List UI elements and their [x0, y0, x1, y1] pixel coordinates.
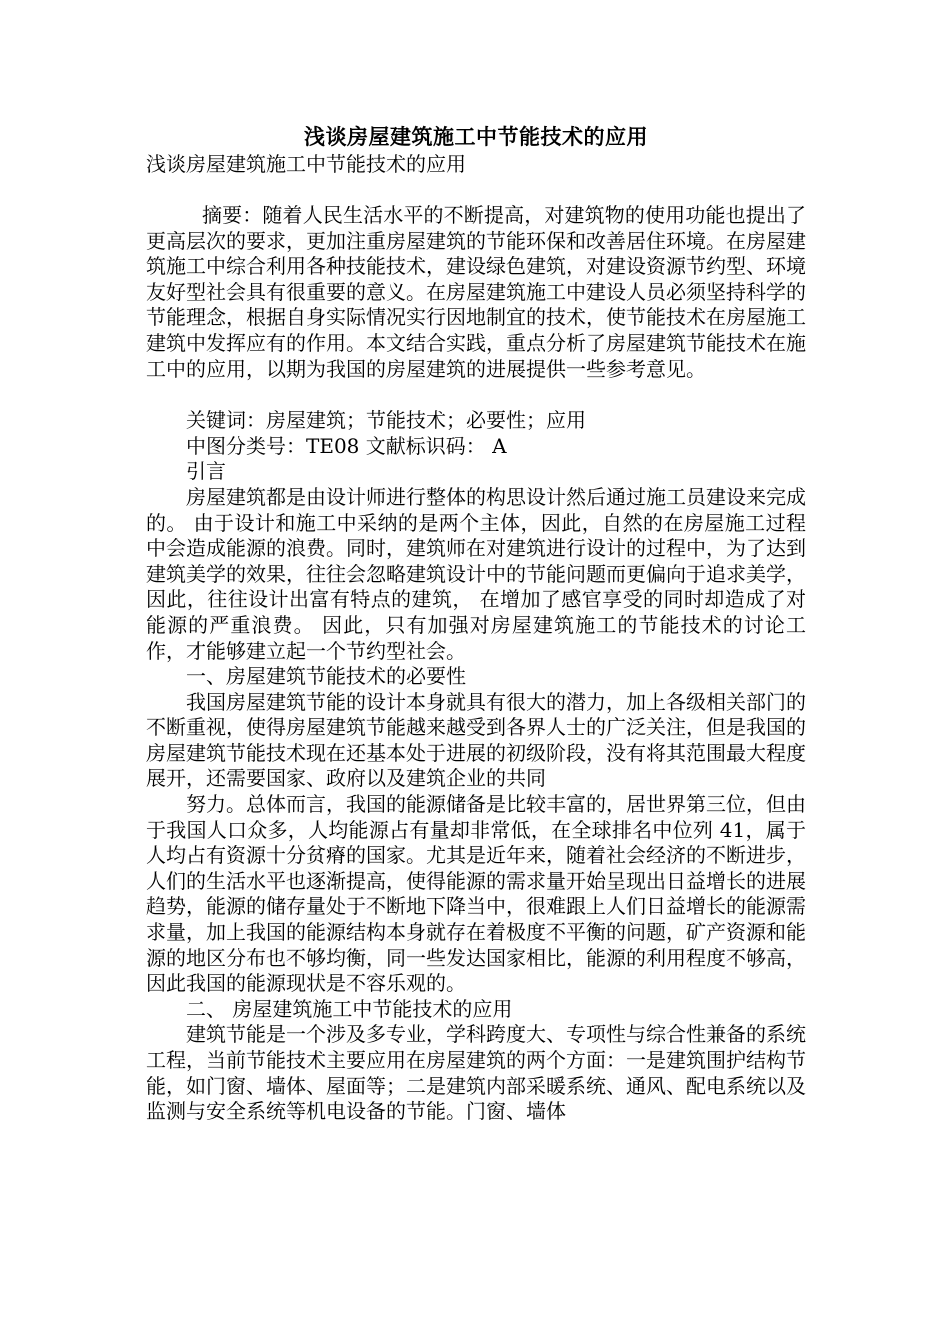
keywords-line: 关键词：房屋建筑；节能技术；必要性；应用 — [186, 408, 586, 433]
section-1-paragraph-1: 我国房屋建筑节能的设计本身就具有很大的潜力，加上各级相关部门的不断重视，使得房屋建筑节能越来越受到各界人士的广泛关注，但是我国的房屋建筑节能技术现在还基本处于进展的初级阶段，没有将其范围最大程度展开，还需要国家、政府以及建筑企业的共同 — [146, 689, 806, 791]
spacer — [146, 382, 806, 408]
document-subtitle: 浅谈房屋建筑施工中节能技术的应用 — [146, 152, 466, 176]
document-title: 浅谈房屋建筑施工中节能技术的应用 — [304, 125, 648, 149]
classification-line: 中图分类号：TE08 文献标识码： A — [186, 433, 507, 458]
document-page — [146, 124, 806, 1125]
section-1-heading: 一、房屋建筑节能技术的必要性 — [186, 664, 466, 689]
section-2-paragraph-1: 建筑节能是一个涉及多专业，学科跨度大、专项性与综合性兼备的系统工程，当前节能技术主要应用在房屋建筑的两个方面：一是建筑围护结构节能，如门窗、墙体、屋面等；二是建筑内部采暖系统、通风、配电系统以及监测与安全系统等机电设备的节能。门窗、墙体 — [146, 1022, 806, 1124]
section-2-heading: 二、 房屋建筑施工中节能技术的应用 — [186, 996, 513, 1021]
intro-paragraph: 房屋建筑都是由设计师进行整体的构思设计然后通过施工员建设来完成的。 由于设计和施工中采纳的是两个主体，因此，自然的在房屋施工过程中会造成能源的浪费。同时，建筑师在对建筑进行设计的过程中，为了达到建筑美学的效果，往往会忽略建筑设计中的节能问题而更偏向于追求美学，因此，往往设计出富有特点的建筑， 在增加了感官享受的同时却造成了对能源的严重浪费。 因此，只有加强对房屋建筑施工的节能技术的讨论工作，才能够建立起一个节约型社会。 — [146, 484, 806, 663]
spacer — [146, 177, 806, 203]
intro-heading: 引言 — [186, 459, 226, 484]
abstract-paragraph: 摘要：随着人民生活水平的不断提高，对建筑物的使用功能也提出了更高层次的要求，更加注重房屋建筑的节能环保和改善居住环境。在房屋建筑施工中综合利用各种技能技术，建设绿色建筑，对建设资源节约型、环境友好型社会具有很重要的意义。在房屋建筑施工中建设人员必须坚持科学的节能理念，根据自身实际情况实行因地制宜的技术，使节能技术在房屋施工建筑中发挥应有的作用。本文结合实践，重点分析了房屋建筑节能技术在施工中的应用，以期为我国的房屋建筑的进展提供一些参考意见。 — [146, 203, 806, 381]
section-1-paragraph-2: 努力。总体而言，我国的能源储备是比较丰富的，居世界第三位，但由于我国人口众多，人均能源占有量却非常低，在全球排名中位列 41，属于人均占有资源十分贫瘠的国家。尤其是近年来，随着社会经济的不断进步，人们的生活水平也逐渐提高，使得能源的需求量开始呈现出日益增长的进展趋势，能源的储存量处于不断地下降当中，很难跟上人们日益增长的能源需求量，加上我国的能源结构本身就存在着极度不平衡的问题，矿产资源和能源的地区分布也不够均衡，同一些发达国家相比，能源的利用程度不够高，因此我国的能源现状是不容乐观的。 — [146, 792, 806, 996]
